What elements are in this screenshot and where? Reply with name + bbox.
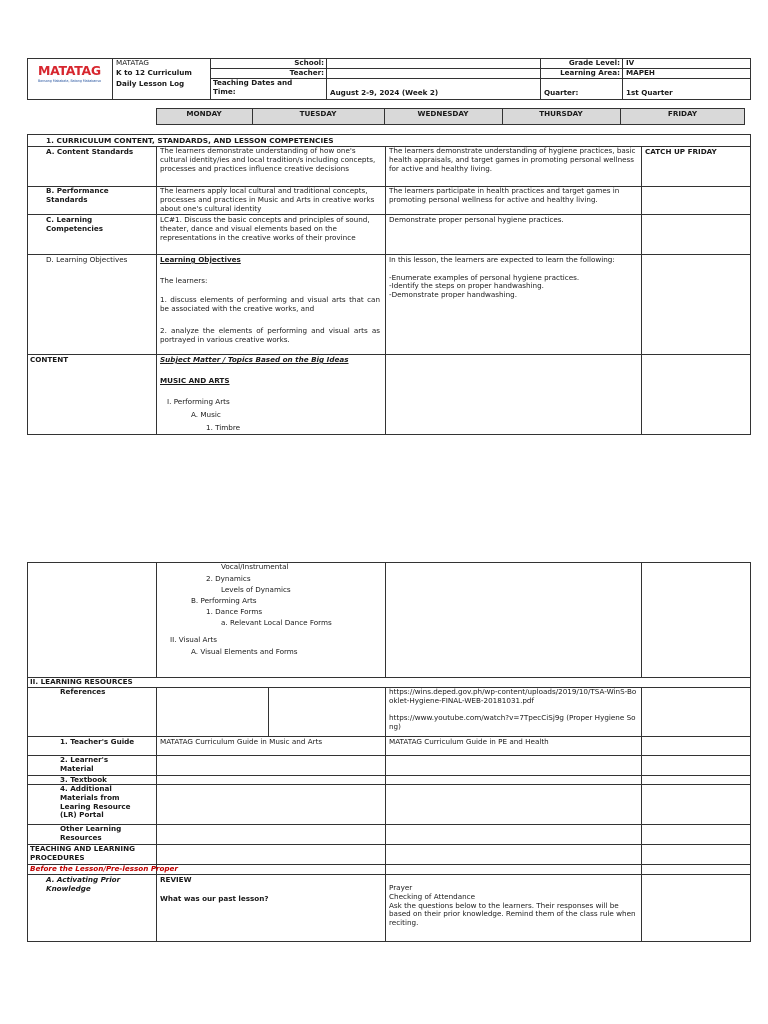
content-vocal-instrumental: Vocal/Instrumental <box>221 562 289 571</box>
procedures-label: TEACHING AND LEARNING PROCEDURES <box>30 844 135 862</box>
learning-resources-title: II. LEARNING RESOURCES <box>30 677 133 686</box>
school-label: School: <box>294 58 324 67</box>
dates-label: Teaching Dates and Time: <box>213 78 293 96</box>
performance-standards-label: B. Performance Standards <box>46 186 109 204</box>
content-music: A. Music <box>191 410 221 419</box>
teacher-label: Teacher: <box>289 68 324 77</box>
teachers-guide-label: 1. Teacher's Guide <box>60 737 135 746</box>
quarter-label: Quarter: <box>544 88 579 97</box>
performance-standards-wed-thu: The learners participate in health practices and target games in promoting personal wellness for active and healthy living. <box>389 186 620 204</box>
content-standards-fri: CATCH UP FRIDAY <box>645 147 717 156</box>
performance-standards-mon-tue: The learners apply local cultural and traditional concepts, processes and practices in Music and Arts in creative works about one's cultural identity <box>160 186 375 213</box>
area-value: MAPEH <box>626 68 655 77</box>
learning-objectives-mon-item1: 1. discuss elements of performing and visual arts that can be associated with the creative works, and <box>160 295 380 313</box>
content-standards-label: A. Content Standards <box>46 147 134 156</box>
curriculum-line1: MATATAG <box>116 58 149 67</box>
content-dance-forms: 1. Dance Forms <box>206 607 263 616</box>
dates-value: August 2-9, 2024 (Week 2) <box>330 88 439 97</box>
content-subject-matter: Subject Matter / Topics Based on the Big Ideas <box>160 355 349 364</box>
review-title: REVIEW <box>160 875 192 884</box>
grade-label: Grade Level: <box>568 58 620 67</box>
activating-wed: Prayer Checking of Attendance Ask the questions below to the learners. Their responses will be based on their prior knowledge. Remind them of the class rule when reciting. <box>389 883 636 928</box>
content-visual-elements: A. Visual Elements and Forms <box>191 647 298 656</box>
learning-objectives-label: D. Learning Objectives <box>46 255 128 264</box>
learning-objectives-mon-item2: 2. analyze the elements of performing and visual arts as portrayed in various creative works. <box>160 326 380 344</box>
teachers-guide-wed: MATATAG Curriculum Guide in PE and Health <box>389 737 549 746</box>
learning-objectives-mon-intro: The learners: <box>160 276 208 285</box>
content-local-dance-forms: a. Relevant Local Dance Forms <box>221 618 332 627</box>
review-question: What was our past lesson? <box>160 894 269 903</box>
learning-competencies-mon-tue: LC#1. Discuss the basic concepts and principles of sound, theater, dance and visual elements based on the representations in the creative works of their province <box>160 215 370 242</box>
references-wed-links: https://wins.deped.gov.ph/wp-content/uploads/2019/10/TSA-WinS-Booklet-Hygiene-FINAL-WEB-20181031.pdf https://www.youtube.com/watch?v=7TpecCiSj9g (Proper Hygiene Song) <box>389 687 637 732</box>
logo-tagline: Bansang Makabata, Batang Makabansa <box>38 79 101 84</box>
day-tuesday: TUESDAY <box>299 109 337 118</box>
teachers-guide-mon: MATATAG Curriculum Guide in Music and Arts <box>160 737 323 746</box>
content-levels-of-dynamics: Levels of Dynamics <box>221 585 291 594</box>
content-label: CONTENT <box>30 355 69 364</box>
content-music-arts: MUSIC AND ARTS <box>160 376 230 385</box>
grade-value: IV <box>626 58 635 67</box>
activating-prior-knowledge-label: A. Activating Prior Knowledge <box>46 875 121 893</box>
other-resources-label: Other Learning Resources <box>60 824 122 842</box>
content-standards-wed-thu: The learners demonstrate understanding of hygiene practices, basic health appraisals, and target games in promoting personal wellness for active and healthy living. <box>389 146 636 173</box>
references-label: References <box>60 687 106 696</box>
matatag-logo <box>38 63 104 93</box>
day-thursday: THURSDAY <box>539 109 583 118</box>
before-lesson-label: Before the Lesson/Pre-lesson Proper <box>30 864 178 873</box>
learning-competencies-wed-thu: Demonstrate proper personal hygiene practices. <box>389 215 564 224</box>
quarter-value: 1st Quarter <box>626 88 673 97</box>
section1-title: 1. CURRICULUM CONTENT, STANDARDS, AND LESSON COMPETENCIES <box>46 136 334 145</box>
area-label: Learning Area: <box>560 68 620 77</box>
learning-competencies-label: C. Learning Competencies <box>46 215 104 233</box>
day-friday: FRIDAY <box>667 109 698 118</box>
content-timbre: 1. Timbre <box>206 423 241 432</box>
content-dynamics: 2. Dynamics <box>206 574 251 583</box>
textbook-label: 3. Textbook <box>60 775 107 784</box>
content-standards-mon-tue: The learners demonstrate understanding of how one's cultural identity/ies and local tradition/s including concepts, processes and practices influence creative decisions <box>160 146 376 173</box>
curriculum-line3: Daily Lesson Log <box>116 79 185 88</box>
day-monday: MONDAY <box>186 109 222 118</box>
learning-objectives-wed: In this lesson, the learners are expected to learn the following: -Enumerate examples of personal hygiene practices. -Identify the steps on proper handwashing. -Demonstrate proper handwashing. <box>389 255 615 300</box>
learning-objectives-mon-title: Learning Objectives <box>160 255 241 264</box>
content-visual-arts: II. Visual Arts <box>170 635 217 644</box>
learners-material-label: 2. Learner's Material <box>60 755 109 773</box>
additional-materials-label: 4. Additional Materials from Learing Resource (LR) Portal <box>60 784 131 820</box>
content-performing-arts-b: B. Performing Arts <box>191 596 257 605</box>
day-wednesday: WEDNESDAY <box>417 109 469 118</box>
content-performing-arts: I. Performing Arts <box>167 397 230 406</box>
curriculum-line2: K to 12 Curriculum <box>116 68 192 77</box>
logo-wordmark: MATATAG <box>38 63 101 78</box>
